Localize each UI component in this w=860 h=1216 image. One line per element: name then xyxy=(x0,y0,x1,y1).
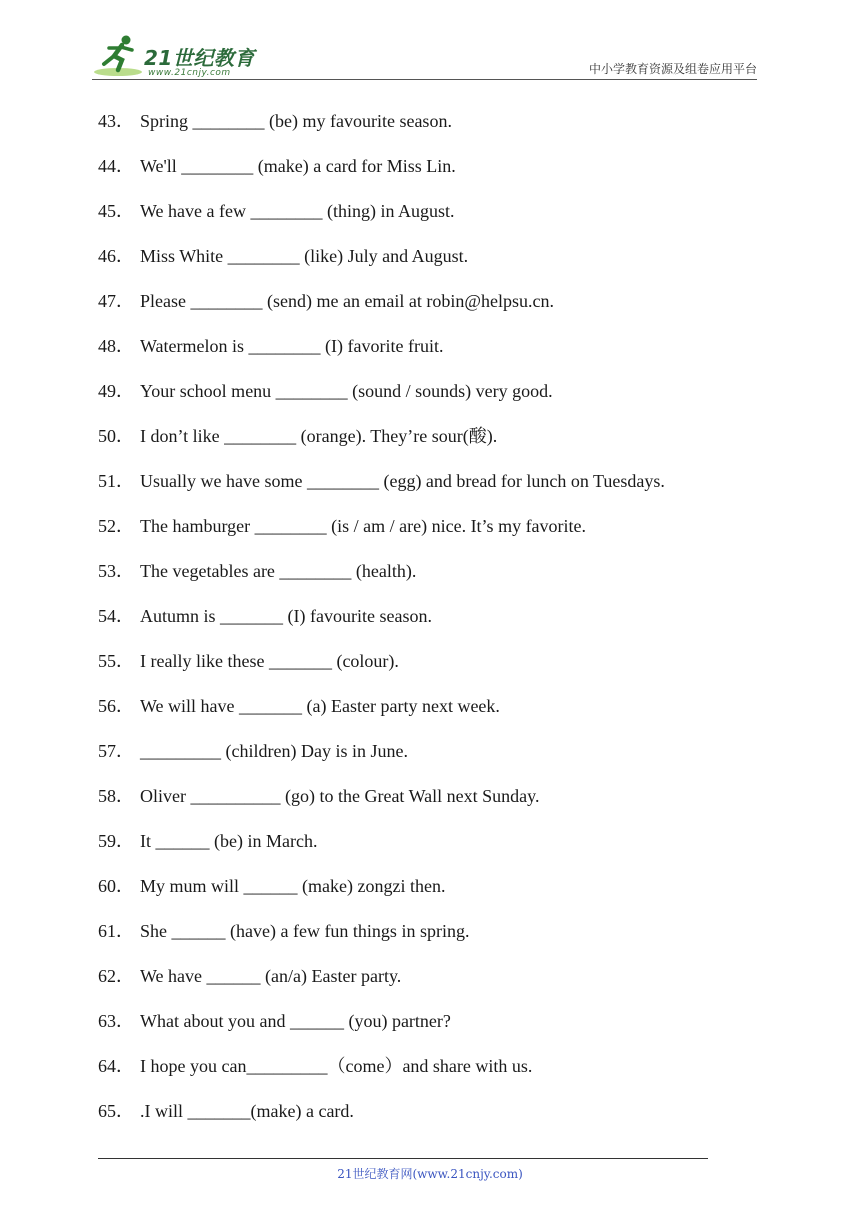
header-divider xyxy=(92,79,757,80)
question-number: 62． xyxy=(98,966,134,986)
question-text: Spring ________ (be) my favourite season. xyxy=(140,111,452,131)
question-item xyxy=(98,873,798,918)
logo-url: www.21cnjy.com xyxy=(148,68,231,78)
question-text: We will have _______ (a) Easter party next week. xyxy=(140,696,500,716)
question-text: Your school menu ________ (sound / sounds) very good. xyxy=(140,381,553,401)
question-number: 58． xyxy=(98,786,134,806)
question-text: Oliver __________ (go) to the Great Wall next Sunday. xyxy=(140,786,540,806)
question-text: We'll ________ (make) a card for Miss Lin. xyxy=(140,156,456,176)
question-item xyxy=(98,558,798,603)
question-text: We have a few ________ (thing) in August. xyxy=(140,201,455,221)
question-text: I hope you can_________（come）and share with us. xyxy=(140,1056,533,1076)
question-number: 53． xyxy=(98,561,134,581)
question-text: Watermelon is ________ (I) favorite fruit. xyxy=(140,336,444,356)
brand-logo xyxy=(92,34,262,78)
logo-text: 21世纪教育 xyxy=(144,46,255,70)
question-number: 61． xyxy=(98,921,134,941)
question-item xyxy=(98,648,798,693)
question-number: 51． xyxy=(98,471,134,491)
question-item xyxy=(98,243,798,288)
question-item xyxy=(98,468,798,513)
question-item xyxy=(98,1008,798,1053)
question-text: I really like these _______ (colour). xyxy=(140,651,399,671)
question-text: The hamburger ________ (is / am / are) nice. It’s my favorite. xyxy=(140,516,587,536)
page-footer: 21世纪教育网(www.21cnjy.com) xyxy=(337,1167,523,1181)
question-item xyxy=(98,108,798,153)
question-item xyxy=(98,738,798,783)
runner-icon xyxy=(92,34,144,78)
footer-divider xyxy=(98,1158,708,1159)
question-number: 44． xyxy=(98,156,134,176)
question-number: 50． xyxy=(98,426,134,446)
question-text: My mum will ______ (make) zongzi then. xyxy=(140,876,446,896)
question-number: 43． xyxy=(98,111,134,131)
question-text: We have ______ (an/a) Easter party. xyxy=(140,966,402,986)
page-header xyxy=(92,30,757,80)
question-item xyxy=(98,693,798,738)
question-text: She ______ (have) a few fun things in spring. xyxy=(140,921,470,941)
question-number: 45． xyxy=(98,201,134,221)
question-number: 64． xyxy=(98,1056,134,1076)
question-item xyxy=(98,198,798,243)
question-item xyxy=(98,1053,798,1098)
question-item xyxy=(98,828,798,873)
question-number: 65． xyxy=(98,1101,134,1121)
question-item xyxy=(98,918,798,963)
question-item xyxy=(98,1098,798,1143)
question-text: .I will _______(make) a card. xyxy=(140,1101,354,1121)
question-text: It ______ (be) in March. xyxy=(140,831,318,851)
question-number: 52． xyxy=(98,516,134,536)
question-number: 59． xyxy=(98,831,134,851)
question-number: 63． xyxy=(98,1011,134,1031)
question-text: What about you and ______ (you) partner? xyxy=(140,1011,451,1031)
question-item xyxy=(98,963,798,1008)
question-item xyxy=(98,288,798,333)
question-text: Miss White ________ (like) July and August. xyxy=(140,246,469,266)
question-item xyxy=(98,333,798,378)
question-text: _________ (children) Day is in June. xyxy=(140,741,408,761)
question-text: Autumn is _______ (I) favourite season. xyxy=(140,606,432,626)
question-number: 48． xyxy=(98,336,134,356)
question-number: 56． xyxy=(98,696,134,716)
question-text: I don’t like ________ (orange). They’re sour(酸). xyxy=(140,426,498,446)
question-item xyxy=(98,603,798,648)
question-number: 60． xyxy=(98,876,134,896)
question-item xyxy=(98,783,798,828)
question-number: 46． xyxy=(98,246,134,266)
question-item xyxy=(98,423,798,468)
question-number: 49． xyxy=(98,381,134,401)
question-number: 55． xyxy=(98,651,134,671)
question-number: 47． xyxy=(98,291,134,311)
question-number: 57． xyxy=(98,741,134,761)
question-text: Usually we have some ________ (egg) and bread for lunch on Tuesdays. xyxy=(140,471,665,491)
question-text: The vegetables are ________ (health). xyxy=(140,561,417,581)
question-item xyxy=(98,153,798,198)
question-item xyxy=(98,513,798,558)
question-number: 54． xyxy=(98,606,134,626)
question-text: Please ________ (send) me an email at robin@helpsu.cn. xyxy=(140,291,554,311)
platform-tagline: 中小学教育资源及组卷应用平台 xyxy=(588,62,757,76)
question-list xyxy=(98,108,798,1143)
question-item xyxy=(98,378,798,423)
